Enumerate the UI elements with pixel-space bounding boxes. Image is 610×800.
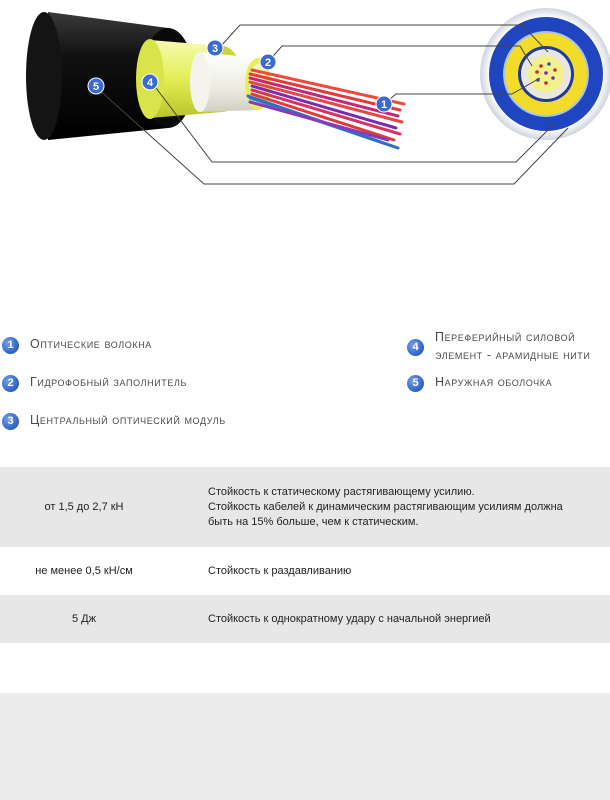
table-row bbox=[0, 547, 610, 595]
spec-description: Стойкость к статическому растягивающему усилию. Стойкость кабелей к динамическим растягивающим усилиям должна быть на 15% больше, чем к статическим. bbox=[208, 485, 563, 528]
legend-item-1 bbox=[2, 335, 282, 354]
legend-number-3: 3 bbox=[2, 413, 19, 430]
legend-label-5: Наружная оболочка bbox=[435, 375, 553, 389]
legend-item-2 bbox=[2, 373, 282, 392]
legend-item-4 bbox=[407, 328, 607, 364]
marker-2-label: 2 bbox=[264, 57, 272, 69]
marker-1 bbox=[376, 96, 392, 112]
legend-number-4: 4 bbox=[407, 339, 424, 356]
marker-5 bbox=[88, 78, 104, 94]
table-row bbox=[0, 467, 610, 547]
legend-label-1: Оптические волокна bbox=[30, 337, 152, 351]
marker-2 bbox=[260, 54, 276, 70]
cable-diagram bbox=[0, 0, 610, 215]
marker-4 bbox=[142, 74, 158, 90]
legend-label-2: Гидрофобный заполнитель bbox=[30, 375, 187, 389]
marker-4-label: 4 bbox=[146, 77, 154, 89]
legend-item-3 bbox=[2, 411, 302, 430]
legend-number-1: 1 bbox=[2, 337, 19, 354]
marker-5-label: 5 bbox=[92, 81, 100, 93]
spec-value: не менее 0,5 кН/см bbox=[35, 565, 133, 577]
spec-description: Стойкость к раздавливанию bbox=[208, 564, 352, 577]
spec-description: Стойкость к однократному удару с начальной энергией bbox=[208, 612, 491, 625]
marker-3-label: 3 bbox=[211, 43, 219, 55]
spec-value: 5 Дж bbox=[72, 613, 96, 625]
marker-1-label: 1 bbox=[380, 99, 388, 111]
table-row bbox=[0, 595, 610, 643]
legend-label-3: Центральный оптический модуль bbox=[30, 413, 226, 427]
legend bbox=[0, 318, 610, 438]
legend-number-5: 5 bbox=[407, 375, 424, 392]
legend-number-2: 2 bbox=[2, 375, 19, 392]
spec-value: от 1,5 до 2,7 кН bbox=[44, 501, 124, 513]
marker-3 bbox=[207, 40, 223, 56]
legend-label-4: Переферийный силовой элемент - арамидные нити bbox=[435, 330, 591, 362]
empty-gray-band bbox=[0, 693, 610, 800]
legend-item-5 bbox=[407, 373, 607, 392]
cross-section bbox=[480, 8, 610, 140]
